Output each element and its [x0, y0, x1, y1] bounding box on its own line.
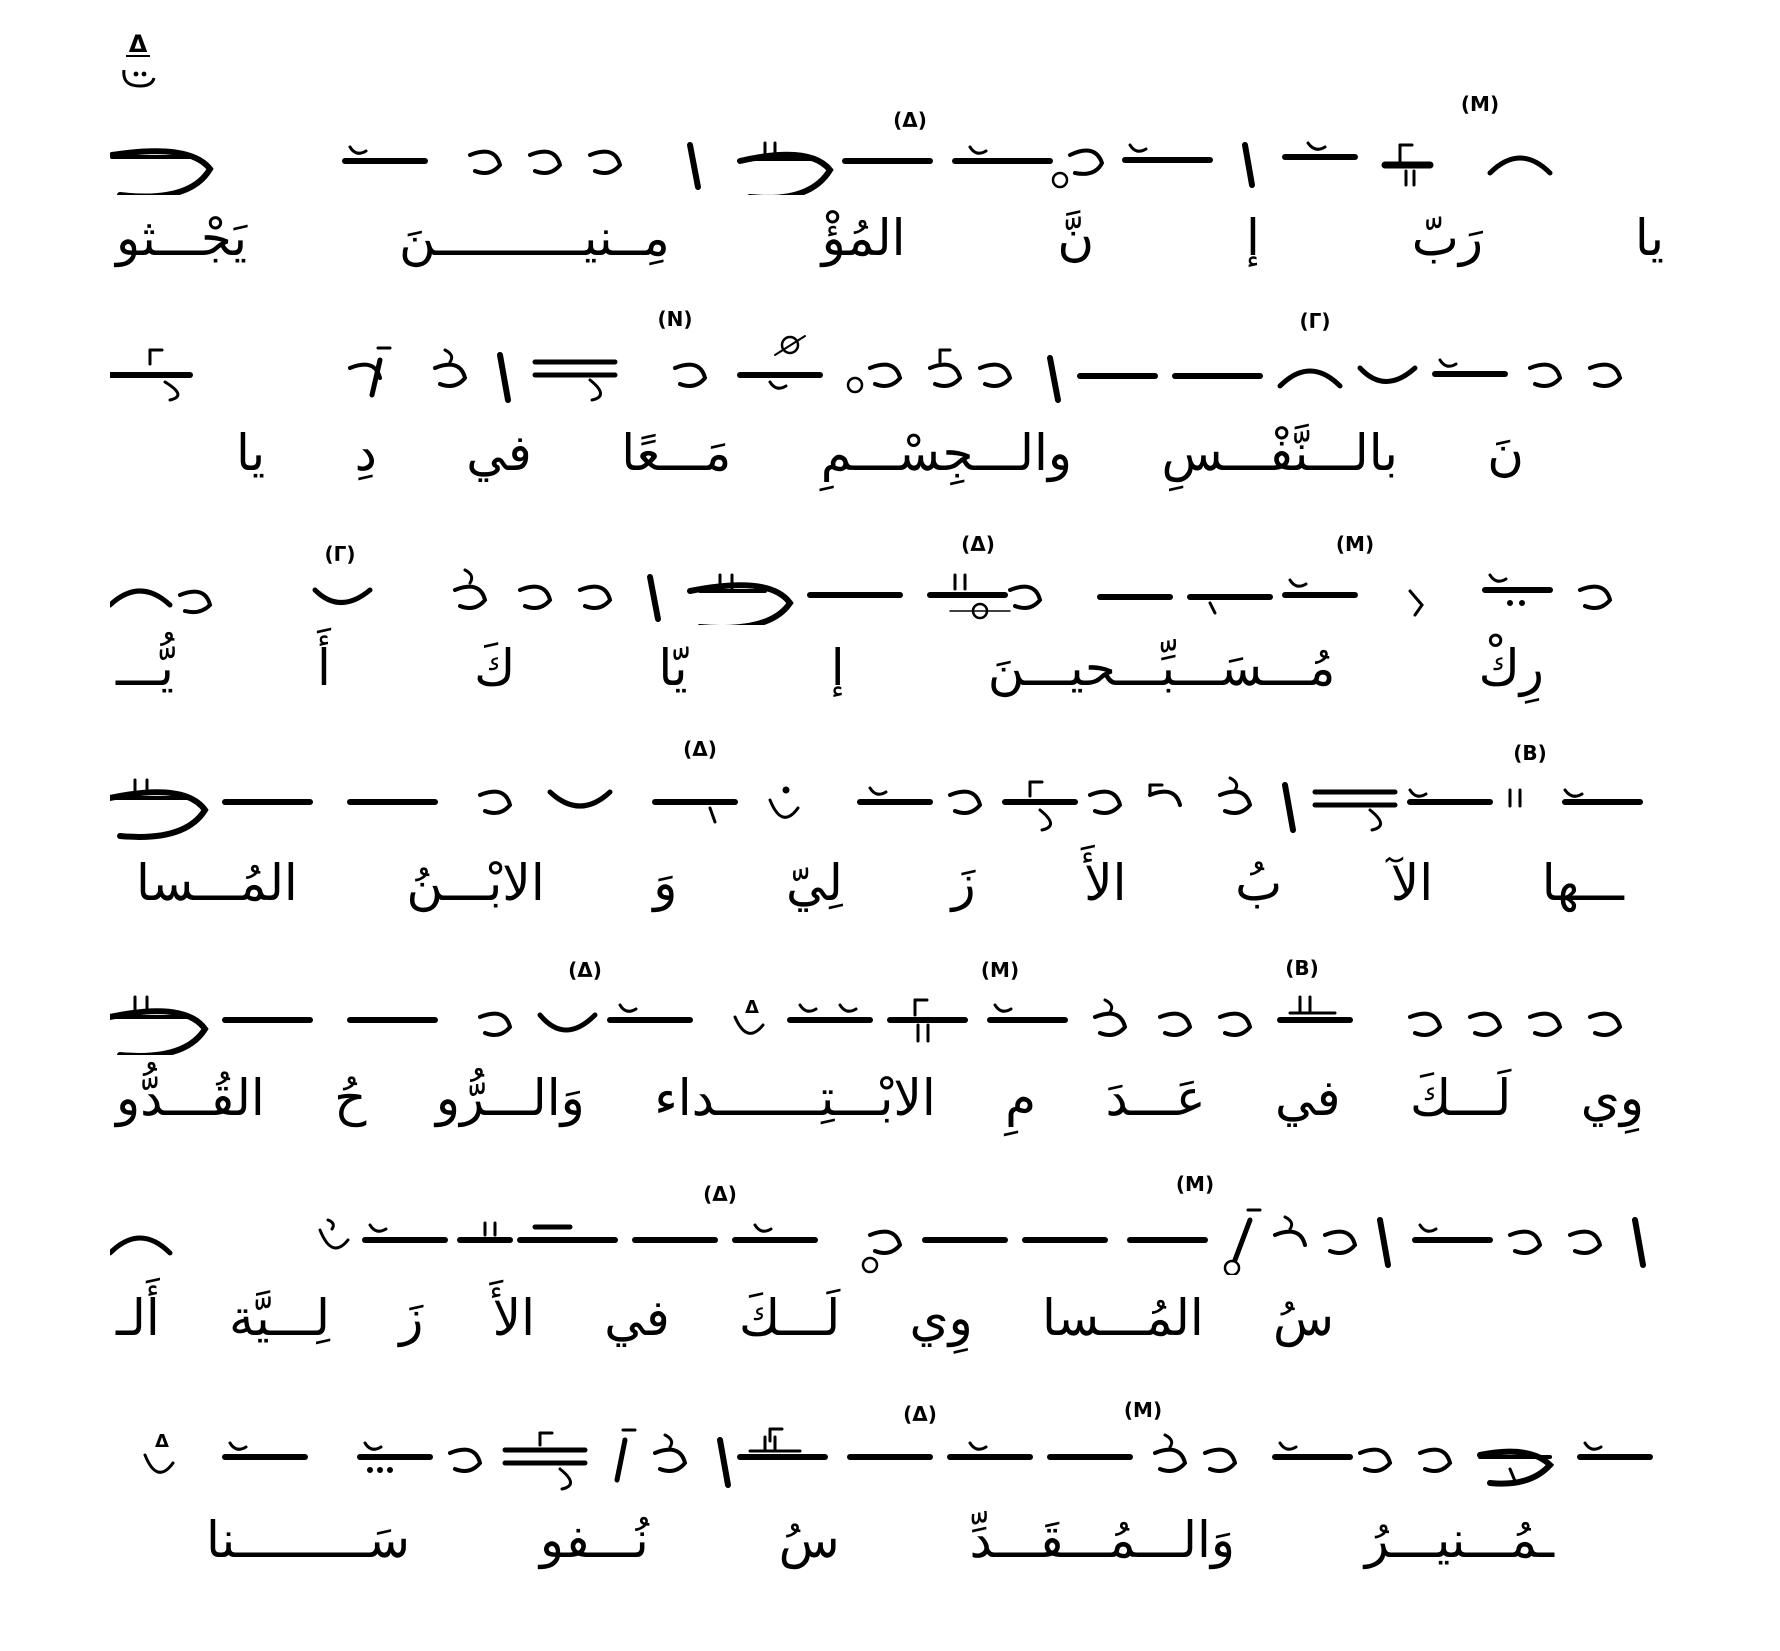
lyric-syllable: لَـــكَ: [738, 1289, 841, 1347]
mode-sign-delta: Δ: [128, 30, 148, 58]
lyric-syllable: في: [604, 1289, 670, 1347]
martyria-label: (Δ): [703, 1182, 737, 1206]
lyric-syllable: حُ: [334, 1069, 367, 1127]
lyric-syllable: ـــها: [1541, 854, 1624, 912]
lyric-syllable: كَ: [474, 639, 516, 697]
lyric-syllable: وَ: [653, 854, 678, 912]
lyric-syllable: مِــنيــــــــــنَ: [398, 209, 670, 267]
lyric-syllable: يا: [1634, 209, 1664, 267]
lyric-syllable: المُـــسا: [136, 854, 298, 912]
martyria-label: (Μ): [1175, 1172, 1215, 1196]
lyric-syllable: الابْـــتِـــــــداء: [654, 1069, 936, 1127]
lyric-syllable: أَ: [317, 639, 331, 697]
lyric-syllable: وِي: [909, 1289, 973, 1347]
lyric-syllable: إ: [830, 639, 845, 697]
neume-line-1: [110, 85, 1670, 195]
martyria-label: (Γ): [324, 542, 356, 566]
lyric-syllable: يّا: [658, 639, 688, 697]
lyric-syllable: نُـــفو: [539, 1511, 649, 1569]
lyric-syllable: مُـــسَـــبِّـــحيـــنَ: [987, 639, 1336, 697]
lyric-syllable: أَلـ: [116, 1289, 160, 1347]
neume-line-2: [110, 300, 1670, 410]
lyric-syllable: وَالـــمُـــقَـــدِّ: [969, 1511, 1235, 1569]
lyric-syllable: زَ: [951, 854, 976, 912]
lyric-syllable: في: [1274, 1069, 1341, 1127]
lyric-syllable: إ: [1245, 209, 1260, 267]
lyric-syllable: نَ: [1487, 424, 1524, 482]
lyric-syllable: الآ: [1390, 854, 1434, 912]
lyric-syllable: لِيّ: [785, 854, 843, 912]
martyria-label: (Ν): [657, 307, 693, 331]
lyric-line-5: [110, 1063, 1650, 1133]
martyria-label: (Γ): [1299, 309, 1331, 333]
lyric-syllable: والـــجِسْـــمِ: [820, 424, 1073, 482]
lyric-syllable: في: [466, 424, 532, 482]
lyric-syllable: المُؤْ: [821, 209, 906, 267]
lyric-syllable: الأَ: [492, 1289, 535, 1347]
lyric-syllable: سُ: [1272, 1289, 1334, 1347]
lyric-syllable: رِكْ: [1478, 639, 1544, 697]
martyria-label: (Μ): [980, 958, 1020, 982]
lyric-syllable: نَّ: [1057, 209, 1095, 267]
lyric-syllable: دِ: [354, 424, 377, 482]
lyric-syllable: المُـــسا: [1041, 1289, 1204, 1347]
neume-line-3: [110, 515, 1670, 625]
lyric-line-1: [110, 203, 1670, 273]
lyric-syllable: مِ: [1005, 1069, 1037, 1127]
lyric-syllable: لِـــيَّة: [228, 1289, 331, 1347]
lyric-syllable: رَبّ: [1411, 209, 1483, 267]
lyric-syllable: لَـــكَ: [1409, 1069, 1512, 1127]
lyric-line-2: [230, 418, 1530, 488]
lyric-syllable: يُّـــ: [116, 639, 174, 697]
martyria-label: (Δ): [903, 1402, 937, 1426]
lyric-syllable: بُ: [1235, 854, 1283, 912]
martyria-label: (Δ): [961, 532, 995, 556]
martyria-label: (Μ): [1460, 92, 1500, 116]
lyric-syllable: يا: [236, 424, 266, 482]
martyria-label: (Μ): [1123, 1398, 1163, 1422]
lyric-syllable: سُ: [778, 1511, 840, 1569]
neume-line-7: [110, 1395, 1670, 1505]
martyria-label: (Δ): [568, 958, 602, 982]
neume-line-5: [110, 945, 1670, 1055]
lyric-syllable: بالـــنَّفْـــسِ: [1161, 424, 1398, 482]
lyric-syllable: الأَ: [1084, 854, 1127, 912]
lyric-syllable: مَـــعًا: [621, 424, 732, 482]
lyric-line-6: [110, 1283, 1340, 1353]
lyric-line-7: [200, 1505, 1560, 1575]
lyric-syllable: القُـــدُّو: [116, 1069, 265, 1127]
lyric-line-3: [110, 633, 1550, 703]
martyria-label: (Β): [1513, 741, 1547, 765]
lyric-syllable: يَجْـــثو: [116, 209, 248, 267]
neume-line-6: [110, 1165, 1670, 1275]
lyric-syllable: ـمُـــنيـــرُ: [1364, 1511, 1554, 1569]
martyria-label: (Μ): [1335, 532, 1375, 556]
svg-text:Δ: Δ: [155, 1431, 169, 1452]
lyric-syllable: زَ: [399, 1289, 424, 1347]
lyric-line-4: [130, 848, 1630, 918]
lyric-syllable: وَالـــرُّو: [435, 1069, 585, 1127]
lyric-syllable: الابْـــنُ: [406, 854, 545, 912]
neume-line-4: [110, 730, 1670, 840]
martyria-label: (Δ): [893, 108, 927, 132]
lyric-syllable: سَـــــــــنا: [206, 1511, 411, 1569]
martyria-label: (Δ): [683, 737, 717, 761]
lyric-syllable: عَـــدَ: [1105, 1069, 1206, 1127]
martyria-label: (Β): [1285, 956, 1319, 980]
lyric-syllable: وِي: [1580, 1069, 1644, 1127]
svg-text:Δ: Δ: [745, 997, 759, 1018]
